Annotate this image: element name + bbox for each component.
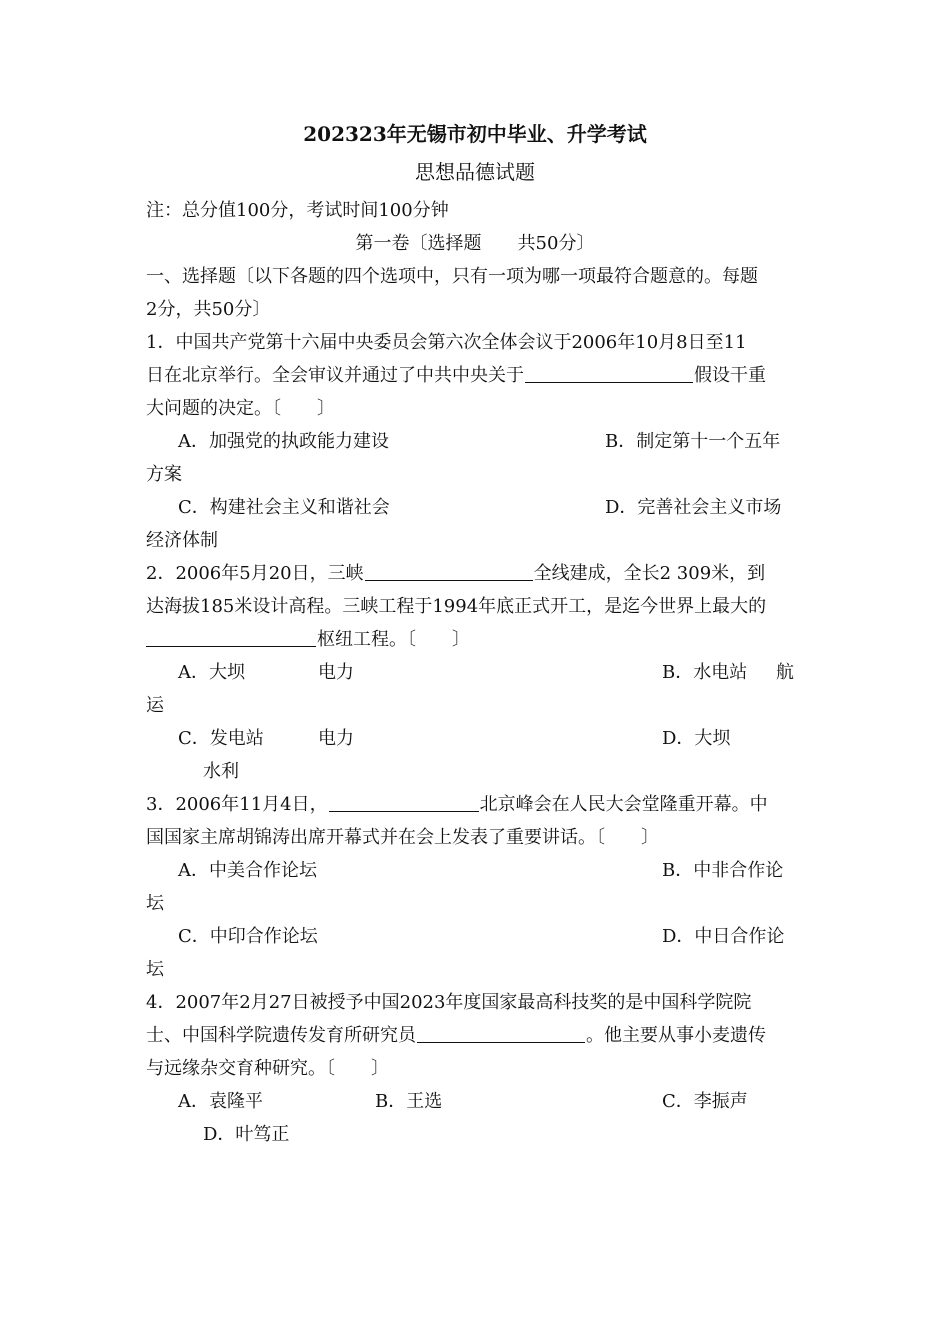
q1-option-b: B．制定第十一个五年 bbox=[605, 431, 781, 452]
q4-stem-line1: 4．2007年2月27日被授予中国2023年度国家最高科技奖的是中国科学院院 bbox=[146, 992, 752, 1013]
q1-option-d: D．完善社会主义市场 bbox=[605, 497, 782, 518]
q1-stem-text: 假设干重 bbox=[694, 365, 766, 386]
q1-stem-line1: 1．中国共产党第十六届中央委员会第六次全体会议于2006年10月8日至11 bbox=[146, 332, 747, 353]
q3-stem-text: 3．2006年11月4日， bbox=[146, 794, 328, 815]
q2-option-b: B．水电站 bbox=[662, 662, 748, 683]
q1-option-a: A．加强党的执政能力建设 bbox=[178, 431, 389, 452]
q1-stem-line3: 大问题的决定。〔 〕 bbox=[146, 398, 335, 419]
part-heading: 第一卷〔选择题 共50分〕 bbox=[355, 233, 595, 254]
q3-option-a: A．中美合作论坛 bbox=[178, 860, 317, 881]
q2-option-d-cont: 水利 bbox=[203, 761, 239, 782]
q4-option-b: B．王选 bbox=[375, 1091, 443, 1112]
q2-option-b-part2: 航 bbox=[776, 662, 794, 683]
q4-option-d: D．叶笃正 bbox=[203, 1124, 290, 1145]
q1-stem-text: 日在北京举行。全会审议并通过了中共中央关于 bbox=[146, 365, 524, 386]
q2-answer-blank-2 bbox=[146, 628, 316, 647]
exam-subtitle: 思想品德试题 bbox=[415, 160, 535, 184]
q3-option-b-cont: 坛 bbox=[146, 893, 164, 914]
q2-stem-line3 bbox=[146, 628, 470, 652]
q4-option-c: C．李振声 bbox=[662, 1091, 748, 1112]
q2-option-a-part2: 电力 bbox=[318, 662, 354, 683]
q3-stem-line1 bbox=[146, 793, 768, 817]
q4-stem-line3: 与远缘杂交育种研究。〔 〕 bbox=[146, 1058, 389, 1079]
q2-option-b-cont: 运 bbox=[146, 695, 164, 716]
exam-note: 注：总分值100分，考试时间100分钟 bbox=[146, 200, 449, 221]
q2-option-c: C．发电站 bbox=[178, 728, 264, 749]
q4-stem-line2 bbox=[146, 1024, 766, 1048]
q2-option-c-part2: 电力 bbox=[318, 728, 354, 749]
q4-option-a: A．袁隆平 bbox=[178, 1091, 263, 1112]
q4-answer-blank bbox=[417, 1024, 585, 1043]
section-instruction-line2: 2分，共50分〕 bbox=[146, 299, 271, 320]
q3-option-c: C．中印合作论坛 bbox=[178, 926, 318, 947]
q2-stem-line2: 达海拔185米设计高程。三峡工程于1994年底正式开工，是迄今世界上最大的 bbox=[146, 596, 767, 617]
q4-stem-text: 。他主要从事小麦遗传 bbox=[586, 1025, 766, 1046]
q1-stem-line2 bbox=[146, 364, 766, 388]
q3-option-d-cont: 坛 bbox=[146, 959, 164, 980]
q2-option-a: A．大坝 bbox=[178, 662, 245, 683]
q2-stem-text: 枢纽工程。〔 〕 bbox=[317, 629, 470, 650]
q2-stem-line1 bbox=[146, 562, 765, 586]
q4-stem-text: 士、中国科学院遗传发育所研究员 bbox=[146, 1025, 416, 1046]
q1-option-b-cont: 方案 bbox=[146, 464, 182, 485]
q2-answer-blank-1 bbox=[365, 562, 533, 581]
q2-option-d: D．大坝 bbox=[662, 728, 731, 749]
section-instruction-line1: 一、选择题〔以下各题的四个选项中，只有一项为哪一项最符合题意的。每题 bbox=[146, 266, 758, 287]
q2-stem-text: 2．2006年5月20日，三峡 bbox=[146, 563, 364, 584]
q1-answer-blank bbox=[525, 364, 693, 383]
q1-option-d-cont: 经济体制 bbox=[146, 530, 218, 551]
exam-title: 202323年无锡市初中毕业、升学考试 bbox=[303, 122, 647, 146]
q1-option-c: C．构建社会主义和谐社会 bbox=[178, 497, 390, 518]
q3-stem-line2: 国国家主席胡锦涛出席开幕式并在会上发表了重要讲话。〔 〕 bbox=[146, 827, 659, 848]
q3-option-b: B．中非合作论 bbox=[662, 860, 784, 881]
q3-stem-text: 北京峰会在人民大会堂隆重开幕。中 bbox=[479, 794, 768, 815]
q3-answer-blank bbox=[329, 793, 479, 812]
q2-stem-text: 全线建成，全长2 309米，到 bbox=[533, 563, 766, 584]
q3-option-d: D．中日合作论 bbox=[662, 926, 785, 947]
